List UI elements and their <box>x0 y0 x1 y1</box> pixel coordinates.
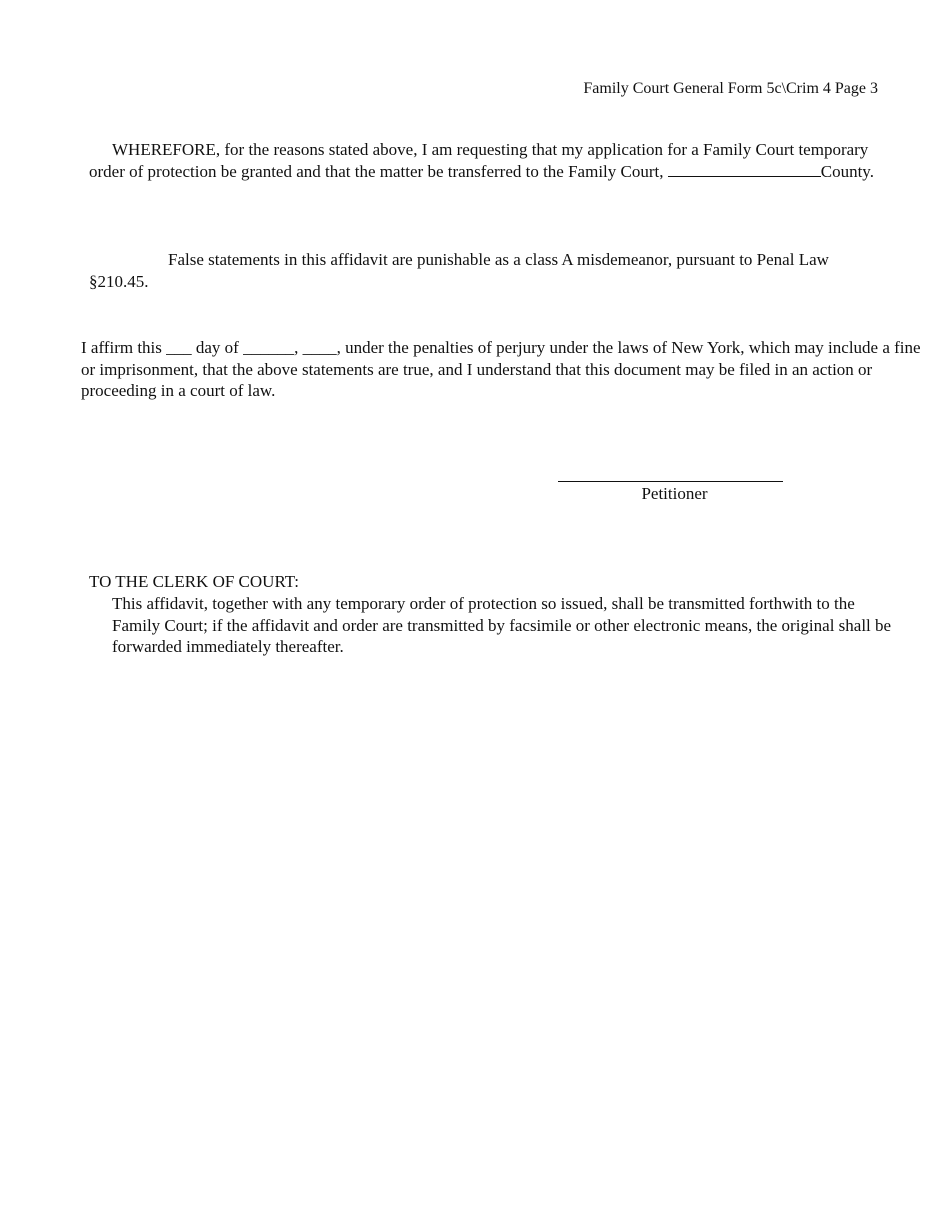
signature-label: Petitioner <box>641 484 708 503</box>
clerk-heading: TO THE CLERK OF COURT: <box>89 572 300 591</box>
clerk-instructions: This affidavit, together with any temporary order of protection so issued, shall be transmitted forthwith to the Family Court; if the affidavit and order are transmitted by facsimile or other electronic means, the original shall be forwarded immediately thereafter. <box>112 594 892 656</box>
signature-line <box>558 481 783 482</box>
wherefore-text: WHEREFORE, for the reasons stated above, I am requesting that my application for a Family Court temporary order of protection be granted and that the matter be transferred to the Family Court, <box>89 140 869 181</box>
false-statements-paragraph <box>89 249 879 292</box>
county-blank-line <box>668 162 821 177</box>
signature-block <box>558 481 783 505</box>
false-statements-text: False statements in this affidavit are punishable as a class A misdemeanor, pursuant to Penal Law §210.45. <box>89 250 829 291</box>
page-header: Family Court General Form 5c\Crim 4 Page 3 <box>583 80 878 97</box>
county-label: County. <box>820 161 874 181</box>
wherefore-paragraph <box>89 139 879 182</box>
affirmation-paragraph: I affirm this ___ day of ______, ____, under the penalties of perjury under the laws of New York, which may include a fine or imprisonment, that the above statements are true, and I understand that this document may be filed in an action or proceeding in a court of law. <box>81 338 921 400</box>
